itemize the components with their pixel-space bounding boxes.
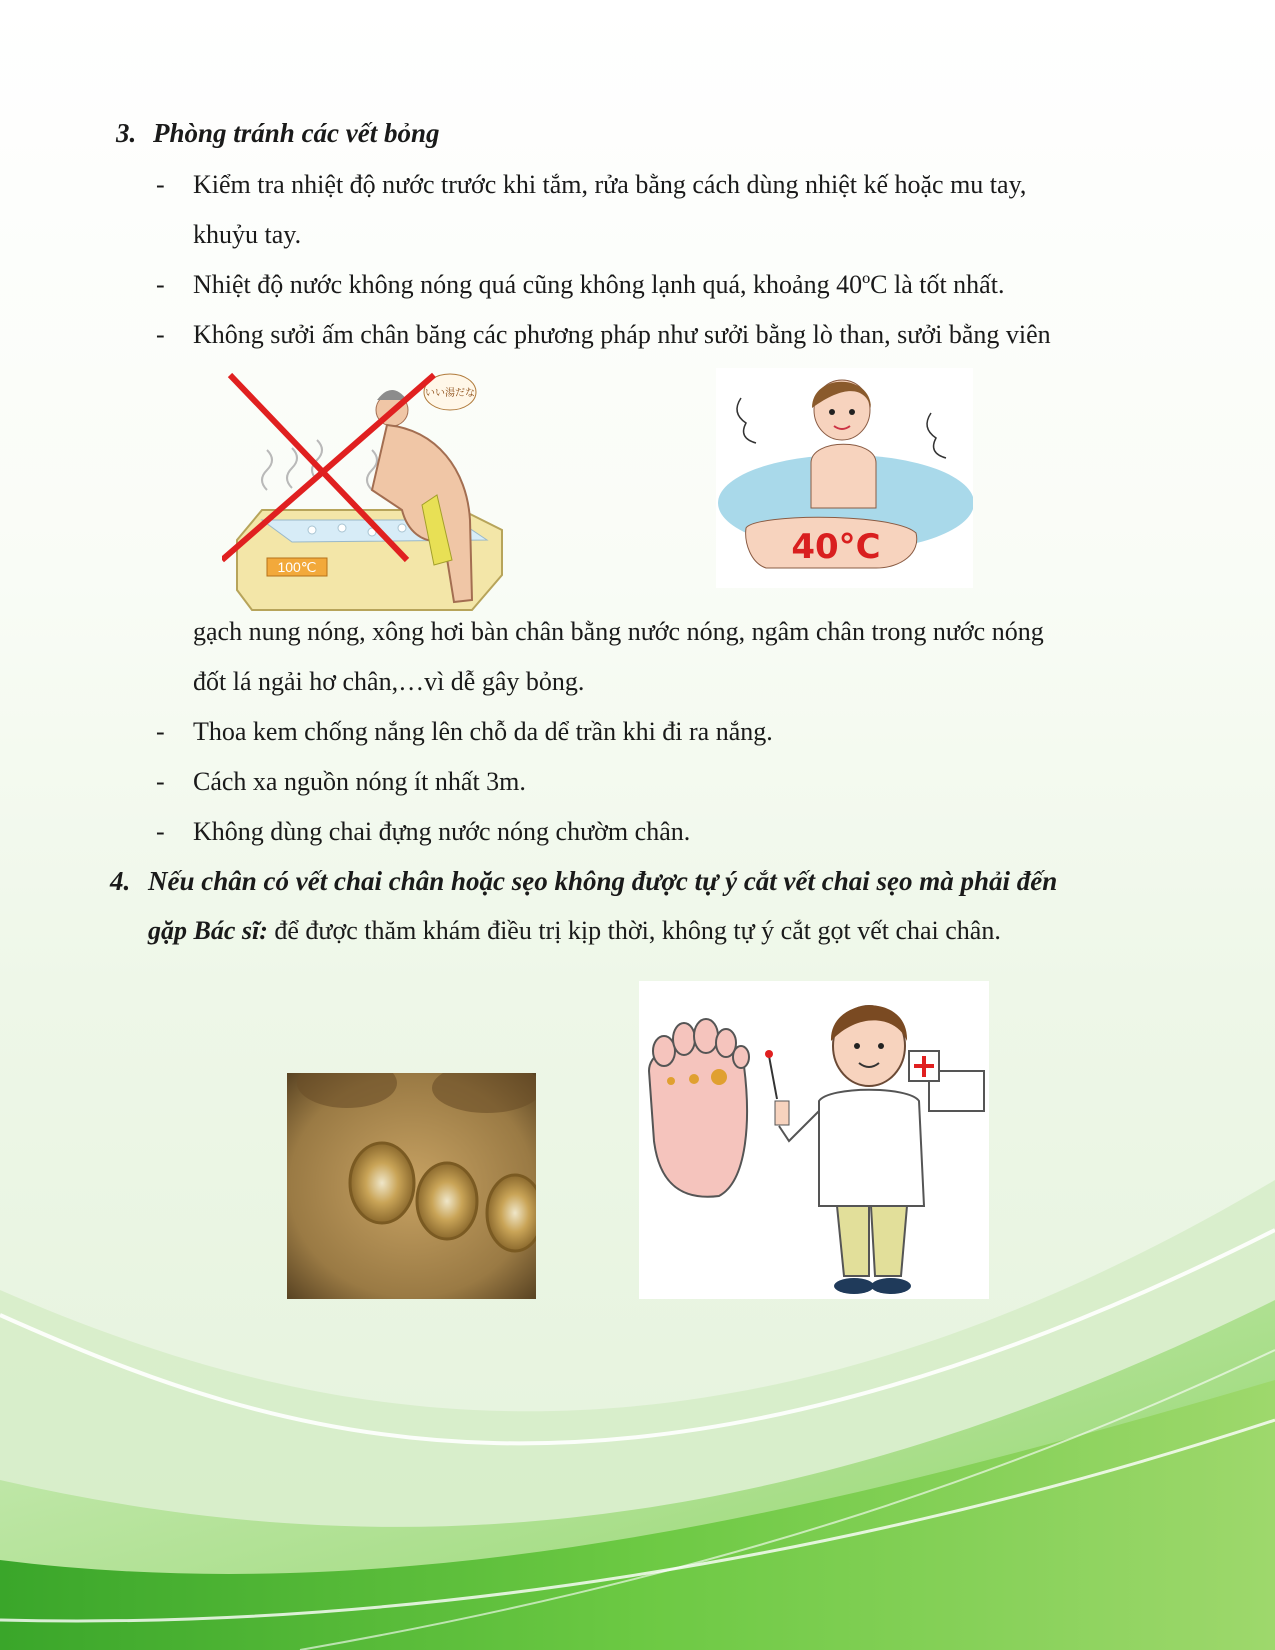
bullet-marker: - bbox=[156, 320, 165, 349]
section-4-doctor-label: gặp Bác sĩ: bbox=[148, 916, 268, 945]
doctor-foot-illustration bbox=[639, 981, 989, 1299]
bullet-marker: - bbox=[156, 270, 165, 299]
bullet-3-line-1: Không sưởi ấm chân băng các phương pháp như sưởi bằng lò than, sưởi bằng viên bbox=[193, 320, 1051, 349]
section-4-title-line-1: Nếu chân có vết chai chân hoặc sẹo không được tự ý cắt vết chai sẹo mà phải đến bbox=[148, 866, 1058, 896]
foot-callus-photo bbox=[287, 1073, 536, 1299]
bullet-3-line-2: gạch nung nóng, xông hơi bàn chân bằng nước nóng, ngâm chân trong nước nóng bbox=[193, 617, 1044, 646]
bullet-marker: - bbox=[156, 170, 165, 199]
bullet-6-line-1: Không dùng chai đựng nước nóng chườm chân. bbox=[193, 817, 691, 846]
bullet-2-line-1: Nhiệt độ nước không nóng quá cũng không lạnh quá, khoảng 40ºC là tốt nhất. bbox=[193, 270, 1005, 299]
section-3-number: 3. bbox=[116, 118, 137, 148]
section-3-title: Phòng tránh các vết bỏng bbox=[153, 118, 440, 148]
section-4-number: 4. bbox=[110, 866, 131, 896]
bullet-marker: - bbox=[156, 717, 165, 746]
hot-bath-crossed-illustration bbox=[222, 370, 522, 615]
section-4-body-text: để được thăm khám điều trị kịp thời, không tự ý cắt gọt vết chai chân. bbox=[267, 916, 1001, 945]
warm-bath-temp-label: 40°C bbox=[791, 527, 881, 567]
section-4-title-line-2 bbox=[148, 916, 1001, 946]
section-3-heading bbox=[116, 118, 440, 149]
bullet-1-line-1: Kiểm tra nhiệt độ nước trước khi tắm, rửa bằng cách dùng nhiệt kế hoặc mu tay, bbox=[193, 170, 1027, 199]
hot-bath-speech-text: いい湯だな bbox=[425, 388, 475, 399]
bullet-4-line-1: Thoa kem chống nắng lên chỗ da dể trần khi đi ra nắng. bbox=[193, 717, 773, 746]
warm-bath-illustration bbox=[716, 368, 973, 588]
hot-bath-temp-label: 100℃ bbox=[277, 559, 317, 575]
bullet-3-line-3: đốt lá ngải hơ chân,…vì dễ gây bỏng. bbox=[193, 667, 585, 696]
bullet-marker: - bbox=[156, 817, 165, 846]
bullet-marker: - bbox=[156, 767, 165, 796]
bullet-5-line-1: Cách xa nguồn nóng ít nhất 3m. bbox=[193, 767, 526, 796]
bullet-1-line-2: khuỷu tay. bbox=[193, 220, 302, 249]
